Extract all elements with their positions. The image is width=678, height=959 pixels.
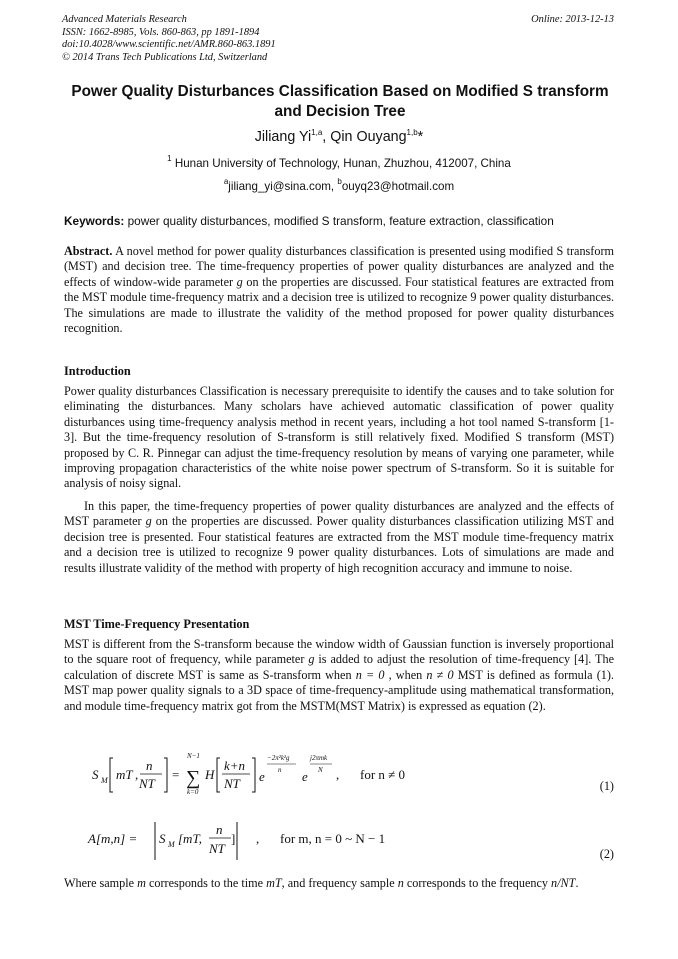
eq1-bracket-right bbox=[164, 758, 167, 792]
author-line bbox=[0, 129, 678, 145]
eq1-NT-2: NT bbox=[224, 776, 240, 791]
eq1-exp1-den: n bbox=[278, 766, 282, 774]
equation-2 bbox=[64, 818, 624, 868]
abstract bbox=[64, 244, 614, 336]
affiliation bbox=[0, 154, 678, 170]
email-b-mark: b bbox=[337, 177, 342, 186]
intro-p2-text-1: In this paper, the time-frequency properties of power quality disturbances are analyzed and the effects of MST parameter bbox=[64, 499, 614, 529]
eq1-sum-bottom: k=0 bbox=[187, 788, 199, 796]
eq2-S: S bbox=[159, 831, 166, 846]
author-separator: , bbox=[322, 129, 331, 145]
paper-title: Power Quality Disturbances Classification Based on Modified S transform and Decision Tree bbox=[71, 83, 609, 120]
closing-text-3: , and frequency sample bbox=[281, 876, 398, 890]
mst-heading: MST Time-Frequency Presentation bbox=[64, 617, 250, 631]
eq1-exp2-den: N bbox=[318, 766, 323, 774]
eq1-bracket2-right bbox=[252, 758, 255, 792]
mst-text-3: , when bbox=[384, 667, 427, 682]
intro-param-g: g bbox=[145, 514, 152, 529]
eq2-comma: , bbox=[256, 831, 260, 846]
closing-n-over-NT: n/NT bbox=[551, 876, 576, 890]
author-1-sup: 1,a bbox=[311, 128, 323, 137]
intro-heading: Introduction bbox=[64, 364, 131, 378]
email-a[interactable]: jiliang_yi@sina.com, bbox=[228, 180, 338, 193]
issn-line: ISSN: 1662-8985, Vols. 860-863, pp 1891-1894 bbox=[62, 26, 260, 38]
eq1-M: M bbox=[101, 776, 108, 785]
eq1-exp1: −2π²k²g bbox=[267, 754, 290, 762]
eq1-equals: = bbox=[172, 767, 180, 782]
author-2: Qin Ouyang bbox=[330, 129, 407, 145]
eq1-k-plus-n: k+n bbox=[224, 758, 246, 773]
journal-name: Advanced Materials Research bbox=[62, 14, 187, 25]
closing-text-5: . bbox=[575, 876, 579, 890]
online-date: Online: 2013-12-13 bbox=[531, 14, 614, 25]
eq2-close-bracket: ] bbox=[231, 831, 236, 846]
eq2-mT: [mT, bbox=[178, 831, 202, 846]
mst-paragraph bbox=[64, 637, 614, 714]
copyright-line: © 2014 Trans Tech Publications Ltd, Switzerland bbox=[62, 51, 268, 63]
closing-m: m bbox=[137, 876, 146, 890]
intro-p2-text-2: on the properties are discussed. Power quality disturbances classification utilizing MST and decision tree is presented. Four statistical features are extracted from the MST module time-frequency matrix and a decision tree is utilized to recognize 9 power quality disturbances. Lots of simulations are made and results illustrate validity of the method with property of high recognition accuracy and immune to noise. bbox=[64, 514, 614, 575]
mst-text-2: is added to adjust the resolution of time-frequency [4]. The calculation of discrete MST is same as S-transform when bbox=[64, 652, 614, 682]
eq1-comma-2: , bbox=[336, 767, 340, 782]
eq1-e1: e bbox=[259, 769, 265, 784]
email-a-mark: a bbox=[223, 177, 229, 186]
eq1-S: S bbox=[92, 767, 99, 782]
closing-text-4: corresponds to the frequency bbox=[403, 876, 552, 890]
eq1-NT: NT bbox=[139, 776, 155, 791]
eq1-sum-top: N−1 bbox=[187, 752, 200, 760]
eq1-H: H bbox=[205, 767, 215, 782]
keywords bbox=[64, 214, 624, 228]
eq2-M: M bbox=[168, 840, 175, 849]
eq1-exp2: j2πmk bbox=[310, 754, 328, 762]
eq2-n: n bbox=[216, 822, 223, 837]
closing-mT: mT bbox=[266, 876, 282, 890]
corresponding-star: * bbox=[417, 129, 424, 145]
mst-n-nonzero: n ≠ 0 bbox=[426, 667, 454, 682]
eq2-A: A[m,n] = bbox=[88, 831, 138, 846]
abstract-label: Abstract. bbox=[64, 244, 113, 258]
email-b[interactable]: ouyq23@hotmail.com bbox=[341, 180, 455, 193]
eq1-comma: , bbox=[135, 767, 139, 782]
email-line bbox=[0, 177, 678, 193]
eq1-bracket2-left bbox=[217, 758, 220, 792]
closing-text-1: Where sample bbox=[64, 876, 138, 890]
abstract-text-1: A novel method for power quality disturbances classification is presented using modified S transform (MST) and decision tree. The time-frequency properties of power quality disturbances are analyzed and the effects of window-wide parameter bbox=[64, 244, 614, 289]
keywords-text: power quality disturbances, modified S transform, feature extraction, classification bbox=[124, 214, 554, 228]
eq2-NT: NT bbox=[209, 841, 225, 856]
journal-header bbox=[62, 14, 276, 64]
doi-line: doi:10.4028/www.scientific.net/AMR.860-863.1891 bbox=[62, 39, 276, 50]
mst-text-4: MST is defined as formula (1). MST map power quality signals to a 3D space of time-frequency-amplitude using mathematical transformation, and module time-frequency matrix got from the MSTM(MST Matrix) is expressed as equation (2). bbox=[64, 667, 614, 713]
affiliation-text: Hunan University of Technology, Hunan, Zhuzhou, 412007, China bbox=[174, 157, 511, 170]
eq1-number: (1) bbox=[599, 779, 614, 793]
author-2-sup: 1,b bbox=[406, 128, 418, 137]
intro-paragraph-1: Power quality disturbances Classification is necessary prerequisite to identify the causes and to take solution for eliminating the disturbances. Many scholars have achieved automatic classification of power quality disturbances using time-frequency analysis method in recent years, including a hot tool named S-transform [1-3]. But the time-frequency resolution of S-transform is still relatively fixed. Modified S transform (MST) proposed by C. R. Pinnegar can adjust the time-frequency resolution by means of varying one parameter, while improving propagation characteristics of the white noise power spectrum of S-transform. So it is suitable for analysis of noisy signal. bbox=[64, 384, 614, 491]
eq1-bracket-left bbox=[110, 758, 113, 792]
affiliation-num: 1 bbox=[167, 154, 172, 163]
eq2-condition: for m, n = 0 ~ N − 1 bbox=[280, 831, 386, 846]
eq2-number: (2) bbox=[599, 847, 614, 861]
abstract-text-2: on the properties are discussed. Four statistical features are extracted from the MST module time-frequency matrix and a decision tree is utilized to recognize 9 power quality disturbances. The simulations are made to illustrate the validity of the method proposed for power quality disturbances recognition. bbox=[64, 274, 615, 336]
eq1-n: n bbox=[146, 758, 153, 773]
keywords-label: Keywords: bbox=[64, 214, 125, 228]
eq1-sigma: ∑ bbox=[186, 767, 201, 789]
closing-n: n bbox=[397, 876, 404, 890]
mst-n-zero: n = 0 bbox=[355, 667, 385, 682]
closing-paragraph bbox=[64, 876, 614, 891]
closing-text-2: corresponds to the time bbox=[145, 876, 267, 890]
eq1-mT: mT bbox=[116, 767, 133, 782]
eq1-e2: e bbox=[302, 769, 308, 784]
mst-param-g: g bbox=[308, 652, 315, 667]
intro-paragraph-2 bbox=[64, 499, 614, 576]
equation-1 bbox=[64, 746, 624, 806]
eq1-condition: for n ≠ 0 bbox=[360, 767, 406, 782]
author-1: Jiliang Yi bbox=[254, 129, 312, 145]
abstract-param-g: g bbox=[236, 274, 243, 289]
mst-text-1: MST is different from the S-transform because the window width of Gaussian function is inversely proportional to the square root of frequency, while parameter bbox=[64, 637, 614, 667]
